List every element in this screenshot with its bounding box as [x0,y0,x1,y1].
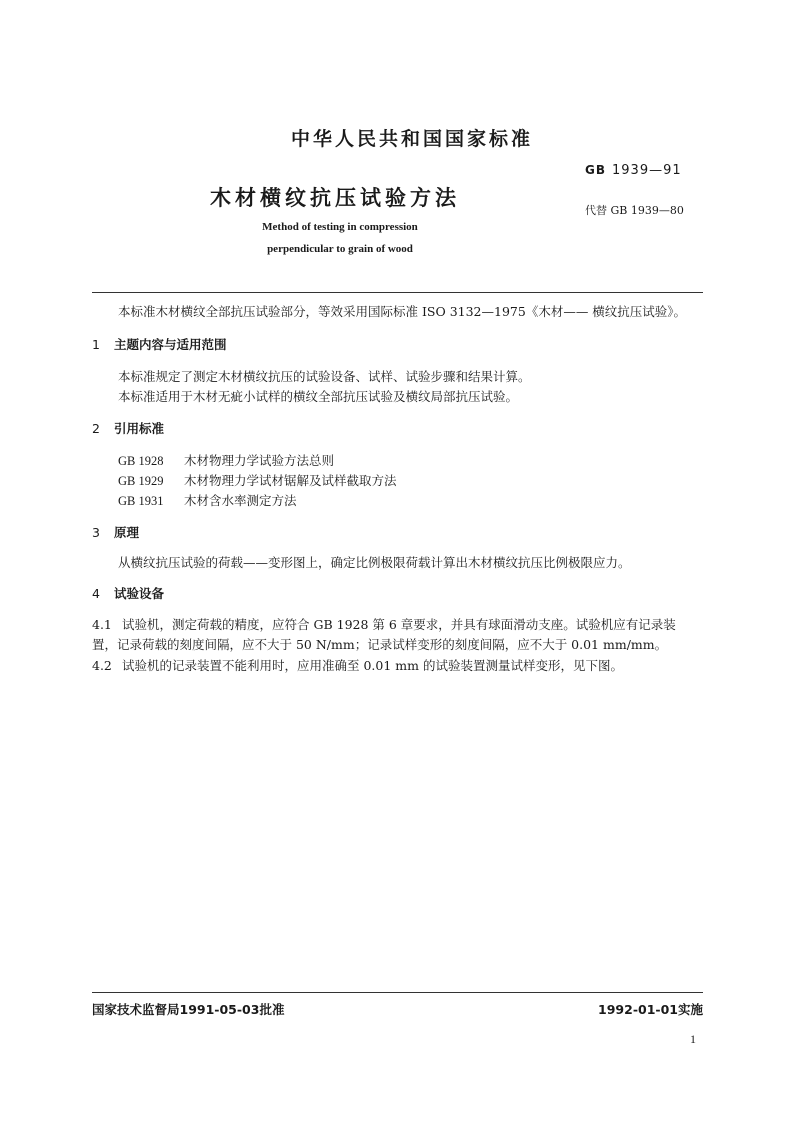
section-4-heading [92,584,164,602]
standard-number [585,163,682,178]
section-2-number: 2 [92,421,100,436]
standard-number-value: 1939—91 [612,163,682,178]
intro-paragraph: 本标准木材横纹全部抗压试验部分，等效采用国际标准 ISO 3132—1975《木材—— 横纹抗压试验》。 [118,304,687,319]
reference-code: GB 1931 [118,494,164,508]
standard-type-heading: 中华人民共和国国家标准 [290,128,533,150]
section-1-paragraph-2: 本标准适用于木材无疵小试样的横纹全部抗压试验及横纹局部抗压试验。 [118,389,519,404]
section-1-title: 主题内容与适用范围 [114,337,227,352]
section-3-number: 3 [92,525,100,540]
section-1-paragraph-1: 本标准规定了测定木材横纹抗压的试验设备、试样、试验步骤和结果计算。 [118,369,531,384]
reference-code: GB 1928 [118,454,164,468]
standard-number-prefix: GB [585,163,606,177]
section-3-heading [92,523,139,541]
clause-4-2 [92,655,623,676]
clause-4-1-text: 试验机，测定荷载的精度，应符合 GB 1928 第 6 章要求，并具有球面滑动支座。试验机应有记录装 [122,617,676,632]
clause-4-2-text: 试验机的记录装置不能利用时，应用准确至 0.01 mm 的试验装置测量试样变形，见下图。 [122,658,623,673]
page-number: 1 [690,1032,696,1046]
document-title-en-line1: Method of testing in compression [262,221,418,233]
section-4-title: 试验设备 [114,586,165,601]
section-1-heading [92,335,227,353]
reference-item [118,490,297,512]
section-3-title: 原理 [114,525,140,540]
reference-code: GB 1929 [118,474,164,488]
effective-date: 1992-01-01实施 [598,1002,703,1017]
reference-item [118,450,334,472]
replaces-standard: 代替 GB 1939—80 [585,204,684,217]
clause-4-2-number: 4.2 [92,658,112,673]
clause-4-1-line2: 置，记录荷载的刻度间隔，应不大于 50 N/mm；记录试样变形的刻度间隔，应不大于 0.01 mm/mm。 [92,637,668,652]
section-4-number: 4 [92,586,100,601]
section-2-title: 引用标准 [114,421,165,436]
section-2-heading [92,419,164,437]
reference-name: 木材物理力学试材锯解及试样截取方法 [184,473,397,488]
document-title-cn: 木材横纹抗压试验方法 [210,186,460,210]
section-1-number: 1 [92,337,100,352]
section-3-paragraph: 从横纹抗压试验的荷载——变形图上，确定比例极限荷载计算出木材横纹抗压比例极限应力。 [118,555,631,570]
reference-name: 木材物理力学试验方法总则 [184,453,335,468]
clause-4-1-line1 [92,614,676,635]
footer-divider [92,992,703,993]
reference-item [118,470,397,492]
document-title-en-line2: perpendicular to grain of wood [267,243,413,255]
header-divider [92,292,703,293]
reference-name: 木材含水率测定方法 [184,493,297,508]
clause-4-1-number: 4.1 [92,617,112,632]
approval-date: 国家技术监督局1991-05-03批准 [92,1002,285,1017]
